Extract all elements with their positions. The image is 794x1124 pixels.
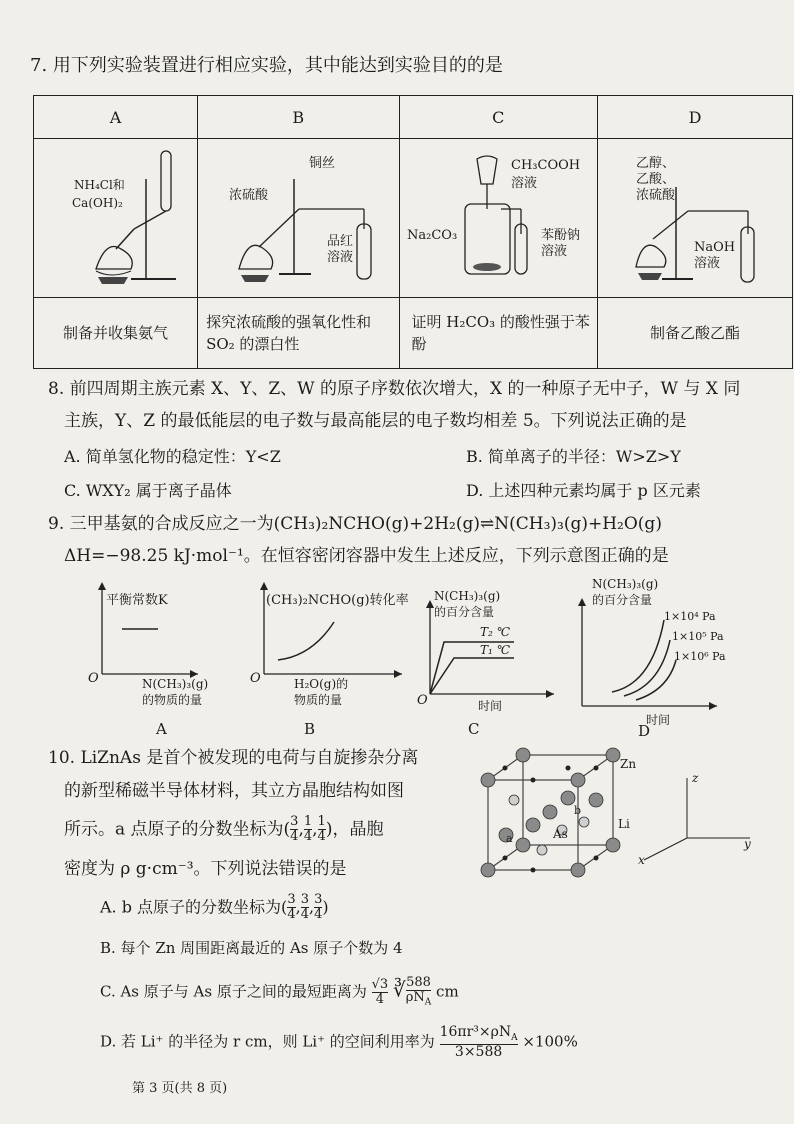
c-label-4: 苯酚钠 [540, 228, 580, 243]
q9d-p2: 1×10⁵ Pa [672, 630, 724, 643]
q10-option-d: D. 若 Li⁺ 的半径为 r cm，则 Li⁺ 的空间利用率为 $\frac{16\pi r^3\times\rho N_A}{3\times 588}$ ×100% [100, 1024, 578, 1060]
b-label-4: 溶液 [327, 250, 354, 265]
b-label-2: 浓硫酸 [229, 188, 269, 203]
q9c-xlabel: 时间 [478, 699, 503, 713]
cell-label-a: a [506, 832, 513, 845]
q10-stem-line3: 所示。a 点原子的分数坐标为( $\frac{3}{4}$ , $\frac{1}{4}$ , $\frac{1}{4}$ )，晶胞 [64, 814, 384, 845]
page-footer: 第 3 页(共 8 页) [132, 1081, 228, 1096]
b-label-3: 品红 [327, 234, 354, 249]
q9-graph-b [242, 578, 407, 740]
q9d-ylabel2: 的百分含量 [592, 593, 653, 607]
q9c-ylabel1: N(CH₃)₃(g) [434, 589, 501, 603]
q10-option-a: A. b 点原子的分数坐标为( $\frac{3}{4}$ , $\frac{3}{4}$ , $\frac{3}{4}$ ) [100, 892, 329, 923]
q8-option-b: B. 简单离子的半径：W>Z>Y [466, 447, 681, 466]
axis-x-label: x [638, 853, 645, 867]
q7-caption-d: 制备乙酸乙酯 [598, 298, 793, 369]
q10-stem-line4: 密度为 ρ g·cm⁻³。下列说法错误的是 [64, 859, 347, 879]
q10-frac-a1: $\frac{3}{4}$ [290, 814, 299, 845]
q7-header-a: A [34, 96, 198, 139]
axis-y-label: y [744, 837, 751, 851]
q7-header-d: D [598, 96, 793, 139]
cell-label-as: As [553, 827, 568, 841]
q9a-tag: A [156, 720, 167, 738]
q9d-p1: 1×10⁴ Pa [664, 610, 716, 623]
q9d-xlabel: 时间 [646, 713, 671, 727]
q10-stem-line1: 10. LiZnAs 是首个被发现的电荷与自旋掺杂分离 [48, 748, 419, 768]
q10-frac-b1: $\frac{3}{4}$ [287, 892, 296, 923]
b-label-1: 铜丝 [309, 156, 336, 171]
q9-stem-line1: 9. 三甲基氨的合成反应之一为(CH₃)₂NCHO(g)+2H₂(g)⇌N(CH₃)₃(g)+H₂O(g) [48, 514, 662, 534]
d-label-3: 浓硫酸 [636, 188, 676, 203]
q9b-tag: B [304, 720, 316, 738]
q7-apparatus-a [34, 139, 198, 298]
q7-caption-a: 制备并收集氨气 [34, 298, 198, 369]
q8-option-a: A. 简单氢化物的稳定性：Y<Z [64, 447, 281, 466]
a-label-2: Ca(OH)₂ [71, 196, 123, 210]
q7-apparatus-d [598, 139, 793, 298]
q9c-t2: T₂ ℃ [480, 625, 511, 639]
cell-label-b: b [574, 804, 582, 817]
q9-graph-a [80, 578, 209, 740]
q9d-ylabel1: N(CH₃)₃(g) [592, 577, 659, 591]
q9b-ylabel: (CH₃)₂NCHO(g)转化率 [266, 593, 409, 608]
q9-graph-c [414, 578, 559, 740]
axis-z-label: z [692, 771, 699, 785]
c-label-2: 溶液 [510, 176, 537, 191]
c-label-1: CH₃COOH [510, 158, 580, 173]
q9d-tag: D [638, 722, 651, 740]
q9a-xlabel1: N(CH₃)₃(g) [142, 677, 209, 691]
q7-apparatus-c [399, 139, 597, 298]
q7-header-c: C [399, 96, 597, 139]
q10-unit-cell [478, 750, 648, 880]
q10-frac-c2: $\frac{588}{\rho N_A}$ [405, 975, 432, 1008]
q7-stem: 7. 用下列实验装置进行相应实验，其中能达到实验目的的是 [30, 55, 503, 76]
q7-table [33, 95, 793, 369]
q10-frac-d: $\frac{16\pi r^3\times\rho N_A}{3\times 588}$ [439, 1024, 518, 1060]
cell-label-li: Li [618, 817, 630, 831]
q9d-p3: 1×10⁶ Pa [674, 650, 726, 663]
q10-frac-b2: $\frac{3}{4}$ [300, 892, 309, 923]
q9c-origin: O [417, 693, 428, 708]
q8-option-d: D. 上述四种元素均属于 p 区元素 [466, 481, 701, 500]
q10-axes [632, 768, 762, 868]
q9-stem-line2: ΔH=−98.25 kJ·mol⁻¹。在恒容密闭容器中发生上述反应，下列示意图正确的是 [64, 546, 669, 566]
q10-frac-c1: $\frac{√3}{4}$ [371, 976, 389, 1007]
q7-caption-c: 证明 H₂CO₃ 的酸性强于苯酚 [399, 298, 597, 369]
q9a-origin: O [88, 671, 99, 686]
q7-caption-b: 探究浓硫酸的强氧化性和SO₂ 的漂白性 [198, 298, 399, 369]
q8-stem-line2: 主族，Y、Z 的最低能层的电子数与最高能层的电子数均相差 5。下列说法正确的是 [64, 411, 687, 431]
q9a-ylabel: 平衡常数K [106, 593, 168, 608]
q10-line3-pre: 所示。a 点原子的分数坐标为( [64, 819, 291, 840]
q9b-xlabel1: H₂O(g)的 [294, 677, 349, 691]
d-label-5: 溶液 [694, 256, 721, 271]
c-label-5: 溶液 [540, 244, 567, 259]
c-label-3: Na₂CO₃ [406, 228, 457, 243]
d-label-2: 乙酸、 [636, 172, 676, 187]
q10-option-b: B. 每个 Zn 周围距离最近的 As 原子个数为 4 [100, 939, 403, 957]
q10-option-c: C. As 原子与 As 原子之间的最短距离为 $\frac{√3}{4}$ ∛ $\frac{588}{\rho N_A}$ cm [100, 975, 459, 1008]
q9c-t1: T₁ ℃ [480, 643, 511, 657]
q7-header-b: B [198, 96, 399, 139]
q10-frac-b3: $\frac{3}{4}$ [314, 892, 323, 923]
q7-apparatus-b [198, 139, 399, 298]
q8-stem-line1: 8. 前四周期主族元素 X、Y、Z、W 的原子序数依次增大，X 的一种原子无中子，W 与 X 同 [48, 379, 741, 399]
q10-frac-a2: $\frac{1}{4}$ [303, 814, 313, 845]
q9c-tag: C [468, 720, 480, 738]
d-label-4: NaOH [694, 240, 736, 255]
q8-option-c: C. WXY₂ 属于离子晶体 [64, 481, 232, 500]
a-label-1: NH₄Cl和 [73, 178, 125, 192]
d-label-1: 乙醇、 [636, 156, 676, 171]
q10-line3-post: )，晶胞 [325, 819, 384, 840]
q9a-xlabel2: 的物质的量 [142, 693, 203, 707]
q9c-ylabel2: 的百分含量 [434, 605, 495, 619]
q9-graph-d [572, 574, 726, 740]
q9b-xlabel2: 物质的量 [294, 693, 343, 707]
cell-label-zn: Zn [620, 757, 637, 771]
q10-stem-line2: 的新型稀磁半导体材料，其立方晶胞结构如图 [64, 781, 404, 801]
q10-frac-a3: $\frac{1}{4}$ [317, 814, 326, 845]
q9b-origin: O [250, 671, 261, 686]
